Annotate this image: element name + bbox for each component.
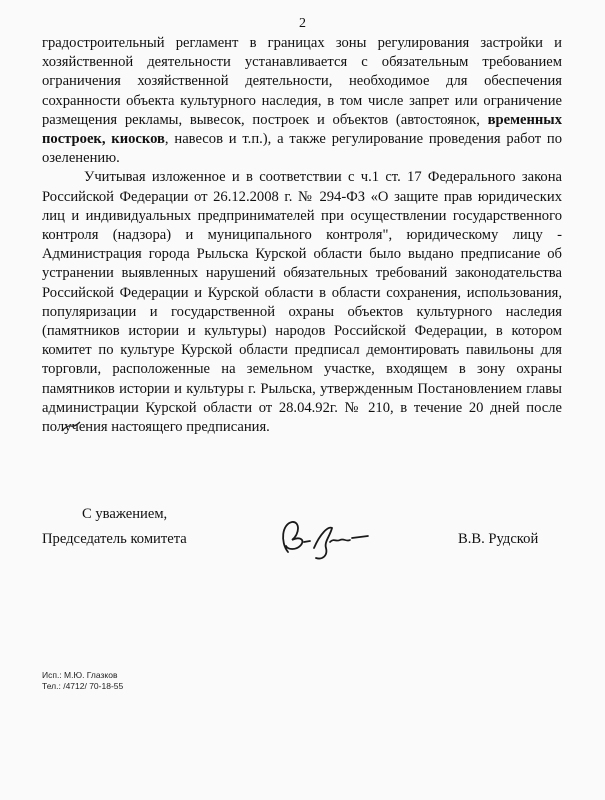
- executor-contacts: [42, 670, 123, 692]
- signer-title: Председатель комитета: [42, 531, 187, 547]
- page-number: 2: [299, 16, 306, 31]
- handwritten-signature-icon: [270, 512, 380, 560]
- closing-phrase: С уважением,: [82, 506, 168, 522]
- signer-name: В.В. Рудской: [458, 531, 539, 547]
- executor-name: Исп.: М.Ю. Глазков: [42, 670, 118, 680]
- paragraph-regulation-part1: градостроительный регламент в границах зоны регулирования застройки и хозяйственной деятельности устанавливается с обязательным требованием ограничения хозяйственной деятельности, необходимое для обеспечения сохранности объекта культурного наследия, в том числе запрет или ограничение размещения рекламы, вывесок, построек и объектов (автостоянок,: [42, 35, 562, 128]
- pen-mark-icon: [61, 421, 81, 433]
- paragraph-regulation-bold: временных построек, киосков: [42, 111, 562, 148]
- paragraph-regulation-part2: , навесов и т.п.), а также регулирование проведения работ по озеленению.: [42, 131, 563, 167]
- letter-body: [42, 34, 562, 437]
- executor-phone: Тел.: /4712/ 70-18-55: [42, 681, 124, 691]
- paragraph-regulation: [42, 34, 562, 168]
- paragraph-prescription: Учитывая изложенное и в соответствии с ч.1 ст. 17 Федерального закона Российской Федерации от 26.12.2008 г. № 294-ФЗ «О защите прав юридических лиц и индивидуальных предпринимателей при осуществлении государственного контроля (надзора) и муниципального контроля", юридическому лицу - Администрация города Рыльска Курской области было выдано предписание об устранении выявленных нарушений обязательных требований законодательства Российской Федерации и Курской области в области сохранения, использования, популяризации и государственной охраны объектов культурного наследия (памятников истории и культуры) народов Российской Федерации, в котором комитет по культуре Курской области предписал демонтировать павильоны для торговли, расположенные на земельном участке, входящем в зону охраны памятников истории и культуры г. Рыльска, утвержденным Постановлением главы администрации Курской области от 28.04.92г. № 210, в течение 20 дней после получения настоящего предписания.: [42, 169, 562, 436]
